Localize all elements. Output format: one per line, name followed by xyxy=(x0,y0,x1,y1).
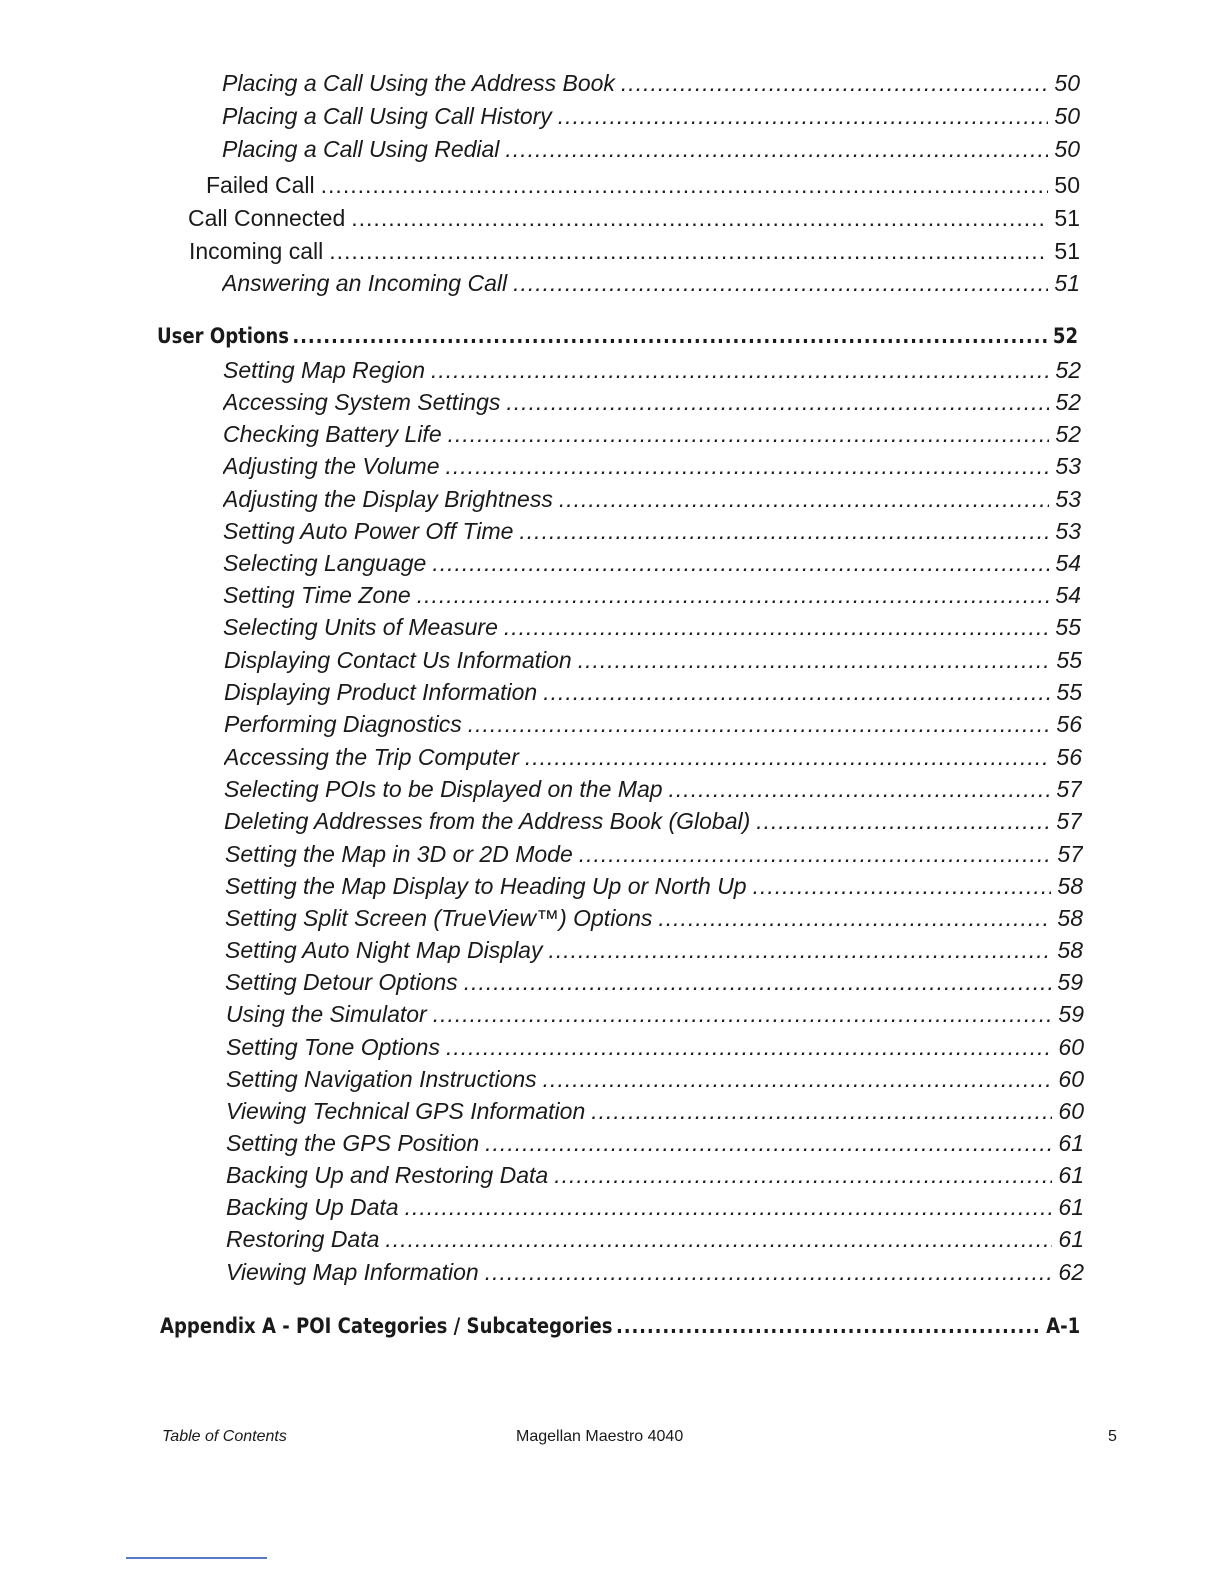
toc-entry-title: Viewing Technical GPS Information xyxy=(226,1098,586,1124)
toc-entry-title: Setting the Map Display to Heading Up or North Up xyxy=(225,873,747,899)
toc-section-title: User Options xyxy=(157,324,289,348)
toc-entry-page: 57 xyxy=(1056,808,1082,834)
toc-entry-title: Accessing System Settings xyxy=(223,389,501,415)
toc-entry-page: 61 xyxy=(1058,1226,1084,1252)
toc-entry-title: Backing Up Data xyxy=(226,1194,399,1220)
toc-entry[interactable] xyxy=(224,742,1082,772)
leader-dots xyxy=(485,1128,1052,1158)
toc-entry-page: 58 xyxy=(1057,937,1083,963)
toc-entry-page: 53 xyxy=(1055,486,1081,512)
leader-dots xyxy=(433,999,1053,1029)
leader-dots xyxy=(446,451,1050,481)
toc-entry[interactable] xyxy=(226,1032,1084,1062)
toc-entry-page: 53 xyxy=(1055,518,1081,544)
toc-entry-page: 50 xyxy=(1054,103,1080,129)
toc-entry-title: Restoring Data xyxy=(226,1226,380,1252)
leader-dots xyxy=(548,935,1051,965)
toc-entry[interactable] xyxy=(225,839,1083,869)
footer-product-name: Magellan Maestro 4040 xyxy=(516,1428,684,1445)
toc-entry[interactable] xyxy=(223,387,1081,417)
toc-entry[interactable] xyxy=(223,612,1081,642)
toc-section-page: A-1 xyxy=(1046,1314,1081,1338)
toc-entry-title: Checking Battery Life xyxy=(223,421,442,447)
toc-entry-title: Selecting Units of Measure xyxy=(223,614,498,640)
toc-entry-title: Backing Up and Restoring Data xyxy=(226,1162,549,1188)
toc-entry-title: Accessing the Trip Computer xyxy=(224,744,519,770)
toc-entry-page: 58 xyxy=(1057,873,1083,899)
toc-entry-page: 57 xyxy=(1057,841,1083,867)
toc-entry-page: 52 xyxy=(1055,357,1081,383)
toc-entry-title: Call Connected xyxy=(188,205,346,231)
toc-entry[interactable] xyxy=(226,1128,1084,1158)
leader-dots xyxy=(559,484,1050,514)
toc-entry-page: 52 xyxy=(1055,421,1081,447)
toc-entry-title: Setting Split Screen (TrueView™) Options xyxy=(225,905,653,931)
leader-dots xyxy=(485,1257,1053,1287)
leader-dots xyxy=(756,806,1050,836)
toc-entry[interactable] xyxy=(224,806,1082,836)
toc-entry-page: 62 xyxy=(1058,1259,1084,1285)
toc-entry-page: 54 xyxy=(1055,550,1081,576)
leader-dots xyxy=(464,967,1052,997)
toc-entry[interactable] xyxy=(224,677,1082,707)
leader-dots xyxy=(506,387,1049,417)
footer-page-number: 5 xyxy=(1108,1428,1117,1445)
toc-entry[interactable] xyxy=(188,203,1080,233)
toc-entry-title: Placing a Call Using Call History xyxy=(222,103,552,129)
leader-dots xyxy=(468,709,1051,739)
toc-entry-page: 54 xyxy=(1055,582,1081,608)
toc-entry[interactable] xyxy=(222,268,1080,298)
toc-entry-page: 60 xyxy=(1058,1098,1084,1124)
leader-dots xyxy=(448,419,1050,449)
toc-entry[interactable] xyxy=(222,101,1080,131)
toc-entry-page: 59 xyxy=(1058,1001,1084,1027)
toc-entry-page: 55 xyxy=(1056,679,1082,705)
toc-entry[interactable] xyxy=(206,170,1080,200)
toc-entry[interactable] xyxy=(223,355,1081,385)
footer-section-label: Table of Contents xyxy=(162,1428,287,1445)
toc-entry-title: Displaying Contact Us Information xyxy=(224,647,572,673)
toc-entry[interactable] xyxy=(225,967,1083,997)
toc-entry-title: Selecting Language xyxy=(223,550,427,576)
leader-dots xyxy=(292,321,1049,351)
toc-entry-page: 51 xyxy=(1054,270,1080,296)
leader-dots xyxy=(578,645,1051,675)
toc-entry[interactable] xyxy=(226,1257,1084,1287)
leader-dots xyxy=(579,839,1052,869)
toc-entry-page: 58 xyxy=(1057,905,1083,931)
toc-entry-title: Setting Map Region xyxy=(223,357,426,383)
leader-dots xyxy=(385,1224,1052,1254)
toc-entry-title: Using the Simulator xyxy=(226,1001,427,1027)
toc-entry-title: Displaying Product Information xyxy=(224,679,538,705)
toc-entry-page: 61 xyxy=(1058,1130,1084,1156)
toc-entry-page: 61 xyxy=(1058,1194,1084,1220)
page-divider xyxy=(126,1557,267,1559)
toc-entry[interactable] xyxy=(226,1096,1084,1126)
toc-entry[interactable] xyxy=(226,1224,1084,1254)
toc-entry-page: 56 xyxy=(1056,744,1082,770)
toc-entry[interactable] xyxy=(224,774,1082,804)
toc-entry-title: Answering an Incoming Call xyxy=(222,270,508,296)
leader-dots xyxy=(543,677,1050,707)
toc-entry[interactable] xyxy=(225,903,1083,933)
toc-section-user-options[interactable] xyxy=(157,321,1078,351)
leader-dots xyxy=(616,1311,1043,1341)
toc-entry-page: 60 xyxy=(1058,1066,1084,1092)
toc-entry-title: Adjusting the Display Brightness xyxy=(223,486,553,512)
toc-entry[interactable] xyxy=(222,134,1080,164)
leader-dots xyxy=(432,548,1049,578)
leader-dots xyxy=(519,516,1049,546)
toc-entry-title: Placing a Call Using Redial xyxy=(222,136,500,162)
toc-entry-title: Setting Auto Power Off Time xyxy=(223,518,514,544)
toc-entry[interactable] xyxy=(226,1160,1084,1190)
toc-entry-page: 55 xyxy=(1055,614,1081,640)
leader-dots xyxy=(669,774,1051,804)
toc-entry-page: 50 xyxy=(1054,172,1080,198)
leader-dots xyxy=(543,1064,1053,1094)
toc-entry-title: Performing Diagnostics xyxy=(224,711,462,737)
toc-entry[interactable] xyxy=(224,645,1082,675)
leader-dots xyxy=(504,612,1050,642)
leader-dots xyxy=(405,1192,1053,1222)
toc-section-appendix-a[interactable] xyxy=(160,1311,1080,1341)
toc-entry-title: Setting Detour Options xyxy=(225,969,458,995)
leader-dots xyxy=(446,1032,1052,1062)
toc-entry-page: 50 xyxy=(1054,136,1080,162)
toc-entry-title: Incoming call xyxy=(189,238,324,264)
toc-entry-page: 52 xyxy=(1055,389,1081,415)
toc-entry-page: 51 xyxy=(1054,205,1080,231)
toc-entry[interactable] xyxy=(223,516,1081,546)
toc-entry-title: Selecting POIs to be Displayed on the Map xyxy=(224,776,663,802)
leader-dots xyxy=(554,1160,1052,1190)
leader-dots xyxy=(658,903,1051,933)
toc-entry[interactable] xyxy=(223,419,1081,449)
toc-entry-title: Failed Call xyxy=(206,172,315,198)
toc-section-page: 52 xyxy=(1052,324,1079,348)
toc-entry-title: Adjusting the Volume xyxy=(223,453,440,479)
leader-dots xyxy=(753,871,1052,901)
toc-entry[interactable] xyxy=(225,935,1083,965)
toc-entry[interactable] xyxy=(189,236,1080,266)
toc-entry[interactable] xyxy=(222,68,1080,98)
toc-entry[interactable] xyxy=(226,1064,1084,1094)
leader-dots xyxy=(351,203,1048,233)
toc-entry-title: Setting the Map in 3D or 2D Mode xyxy=(225,841,573,867)
toc-entry-title: Placing a Call Using the Address Book xyxy=(222,70,615,96)
toc-entry-title: Setting Tone Options xyxy=(226,1034,440,1060)
toc-entry[interactable] xyxy=(223,580,1081,610)
leader-dots xyxy=(558,101,1049,131)
leader-dots xyxy=(591,1096,1052,1126)
toc-entry-page: 56 xyxy=(1056,711,1082,737)
toc-entry-title: Setting Time Zone xyxy=(223,582,411,608)
toc-entry[interactable] xyxy=(226,1192,1084,1222)
toc-entry-page: 51 xyxy=(1054,238,1080,264)
toc-entry[interactable] xyxy=(226,999,1084,1029)
leader-dots xyxy=(525,742,1051,772)
toc-entry-title: Deleting Addresses from the Address Book (Global) xyxy=(224,808,751,834)
toc-entry[interactable] xyxy=(223,548,1081,578)
toc-entry[interactable] xyxy=(223,451,1081,481)
toc-entry-page: 55 xyxy=(1056,647,1082,673)
toc-entry-page: 50 xyxy=(1054,70,1080,96)
toc-entry[interactable] xyxy=(223,484,1081,514)
toc-entry-page: 57 xyxy=(1056,776,1082,802)
leader-dots xyxy=(329,236,1048,266)
toc-entry-title: Setting Auto Night Map Display xyxy=(225,937,543,963)
leader-dots xyxy=(513,268,1048,298)
leader-dots xyxy=(621,68,1048,98)
toc-entry[interactable] xyxy=(224,709,1082,739)
leader-dots xyxy=(321,170,1049,200)
toc-entry-title: Setting the GPS Position xyxy=(226,1130,480,1156)
toc-entry-page: 60 xyxy=(1058,1034,1084,1060)
toc-entry-title: Setting Navigation Instructions xyxy=(226,1066,537,1092)
toc-entry-page: 53 xyxy=(1055,453,1081,479)
toc-section-title: Appendix A - POI Categories / Subcategories xyxy=(160,1314,613,1338)
toc-entry-title: Viewing Map Information xyxy=(226,1259,479,1285)
toc-entry[interactable] xyxy=(225,871,1083,901)
leader-dots xyxy=(431,355,1049,385)
leader-dots xyxy=(505,134,1048,164)
toc-entry-page: 61 xyxy=(1058,1162,1084,1188)
leader-dots xyxy=(417,580,1050,610)
toc-entry-page: 59 xyxy=(1057,969,1083,995)
